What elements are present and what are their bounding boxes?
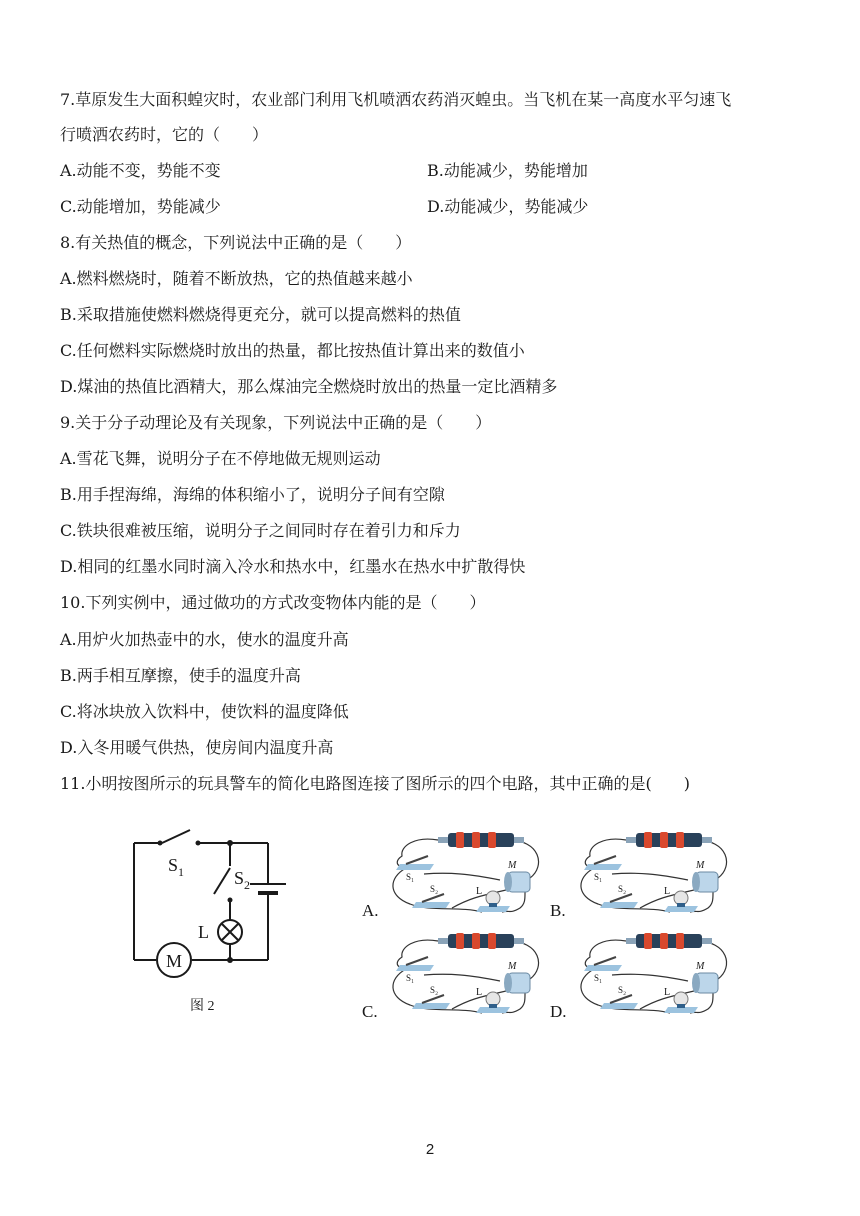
q10-option-b: B.两手相互摩擦，使手的温度升高 bbox=[60, 666, 301, 685]
option-a-lamp-label: L bbox=[476, 886, 483, 897]
figure-caption: 图 2 bbox=[190, 999, 215, 1014]
svg-text:S1 bbox=[168, 855, 184, 879]
circuit-option-a bbox=[360, 826, 550, 926]
option-d-motor-label: M bbox=[696, 961, 705, 972]
q9-option-c: C.铁块很难被压缩，说明分子之间同时存在着引力和斥力 bbox=[60, 521, 461, 540]
option-b-letter: B. bbox=[550, 901, 566, 920]
q7-stem-line2: 行喷洒农药时，它的（ ） bbox=[60, 125, 269, 144]
q8-option-a: A.燃料燃烧时，随着不断放热，它的热值越来越小 bbox=[60, 269, 413, 288]
option-c-s1-label: S₁ bbox=[406, 973, 415, 983]
q9-option-d: D.相同的红墨水同时滴入冷水和热水中，红墨水在热水中扩散得快 bbox=[60, 557, 526, 576]
q8-stem: 8.有关热值的概念，下列说法中正确的是（ ） bbox=[60, 233, 412, 252]
schematic-s1-sub: 1 bbox=[178, 865, 185, 879]
q9-option-a: A.雪花飞舞，说明分子在不停地做无规则运动 bbox=[60, 449, 381, 468]
circuit-schematic bbox=[118, 826, 308, 1026]
q7-stem-line1: 7.草原发生大面积蝗灾时，农业部门利用飞机喷洒农药消灭蝗虫。当飞机在某一高度水平匀速飞 bbox=[60, 90, 732, 109]
option-c-s2-label: S₂ bbox=[430, 985, 439, 995]
option-b-lamp-label: L bbox=[664, 886, 671, 897]
q10-option-a: A.用炉火加热壶中的水，使水的温度升高 bbox=[60, 630, 349, 649]
q8-option-c: C.任何燃料实际燃烧时放出的热量，都比按热值计算出来的数值小 bbox=[60, 341, 525, 360]
q10-option-c: C.将冰块放入饮料中，使饮料的温度降低 bbox=[60, 702, 349, 721]
option-d-s2-label: S₂ bbox=[618, 985, 627, 995]
q11-stem: 11.小明按图所示的玩具警车的简化电路图连接了图所示的四个电路，其中正确的是( ) bbox=[60, 774, 690, 793]
page-number: 2 bbox=[425, 1141, 435, 1158]
circuit-option-c bbox=[360, 927, 550, 1027]
option-c-motor-label: M bbox=[508, 961, 517, 972]
q9-option-b: B.用手捏海绵，海绵的体积缩小了，说明分子间有空隙 bbox=[60, 485, 445, 504]
schematic-s2-label: S bbox=[234, 868, 245, 888]
q7-option-b: B.动能减少，势能增加 bbox=[427, 161, 588, 180]
option-a-s1-label: S₁ bbox=[406, 872, 415, 882]
option-d-lamp-label: L bbox=[664, 987, 671, 998]
option-c-lamp-label: L bbox=[476, 987, 483, 998]
option-c-letter: C. bbox=[362, 1002, 378, 1021]
q10-stem: 10.下列实例中，通过做功的方式改变物体内能的是（ ） bbox=[60, 593, 486, 612]
schematic-lamp-label: L bbox=[198, 922, 209, 942]
q9-stem: 9.关于分子动理论及有关现象，下列说法中正确的是（ ） bbox=[60, 413, 492, 432]
q7-option-d: D.动能减少，势能减少 bbox=[427, 197, 589, 216]
option-d-letter: D. bbox=[550, 1002, 567, 1021]
circuit-option-d bbox=[548, 927, 738, 1027]
q10-option-d: D.入冬用暖气供热，使房间内温度升高 bbox=[60, 738, 334, 757]
option-a-s2-label: S₂ bbox=[430, 884, 439, 894]
q8-option-b: B.采取措施使燃料燃烧得更充分，就可以提高燃料的热值 bbox=[60, 305, 461, 324]
option-a-motor-label: M bbox=[508, 860, 517, 871]
option-b-s1-label: S₁ bbox=[594, 872, 603, 882]
q7-option-c: C.动能增加，势能减少 bbox=[60, 197, 221, 216]
schematic-s2-sub: 2 bbox=[244, 878, 251, 892]
option-d-s1-label: S₁ bbox=[594, 973, 603, 983]
q7-option-a: A.动能不变，势能不变 bbox=[60, 161, 221, 180]
svg-text:S2 bbox=[234, 868, 250, 892]
circuit-option-b bbox=[548, 826, 738, 926]
option-b-motor-label: M bbox=[696, 860, 705, 871]
option-b-s2-label: S₂ bbox=[618, 884, 627, 894]
schematic-s1-label: S bbox=[168, 855, 179, 875]
q8-option-d: D.煤油的热值比酒精大，那么煤油完全燃烧时放出的热量一定比酒精多 bbox=[60, 377, 558, 396]
schematic-motor-label: M bbox=[166, 951, 183, 971]
option-a-letter: A. bbox=[362, 901, 379, 920]
